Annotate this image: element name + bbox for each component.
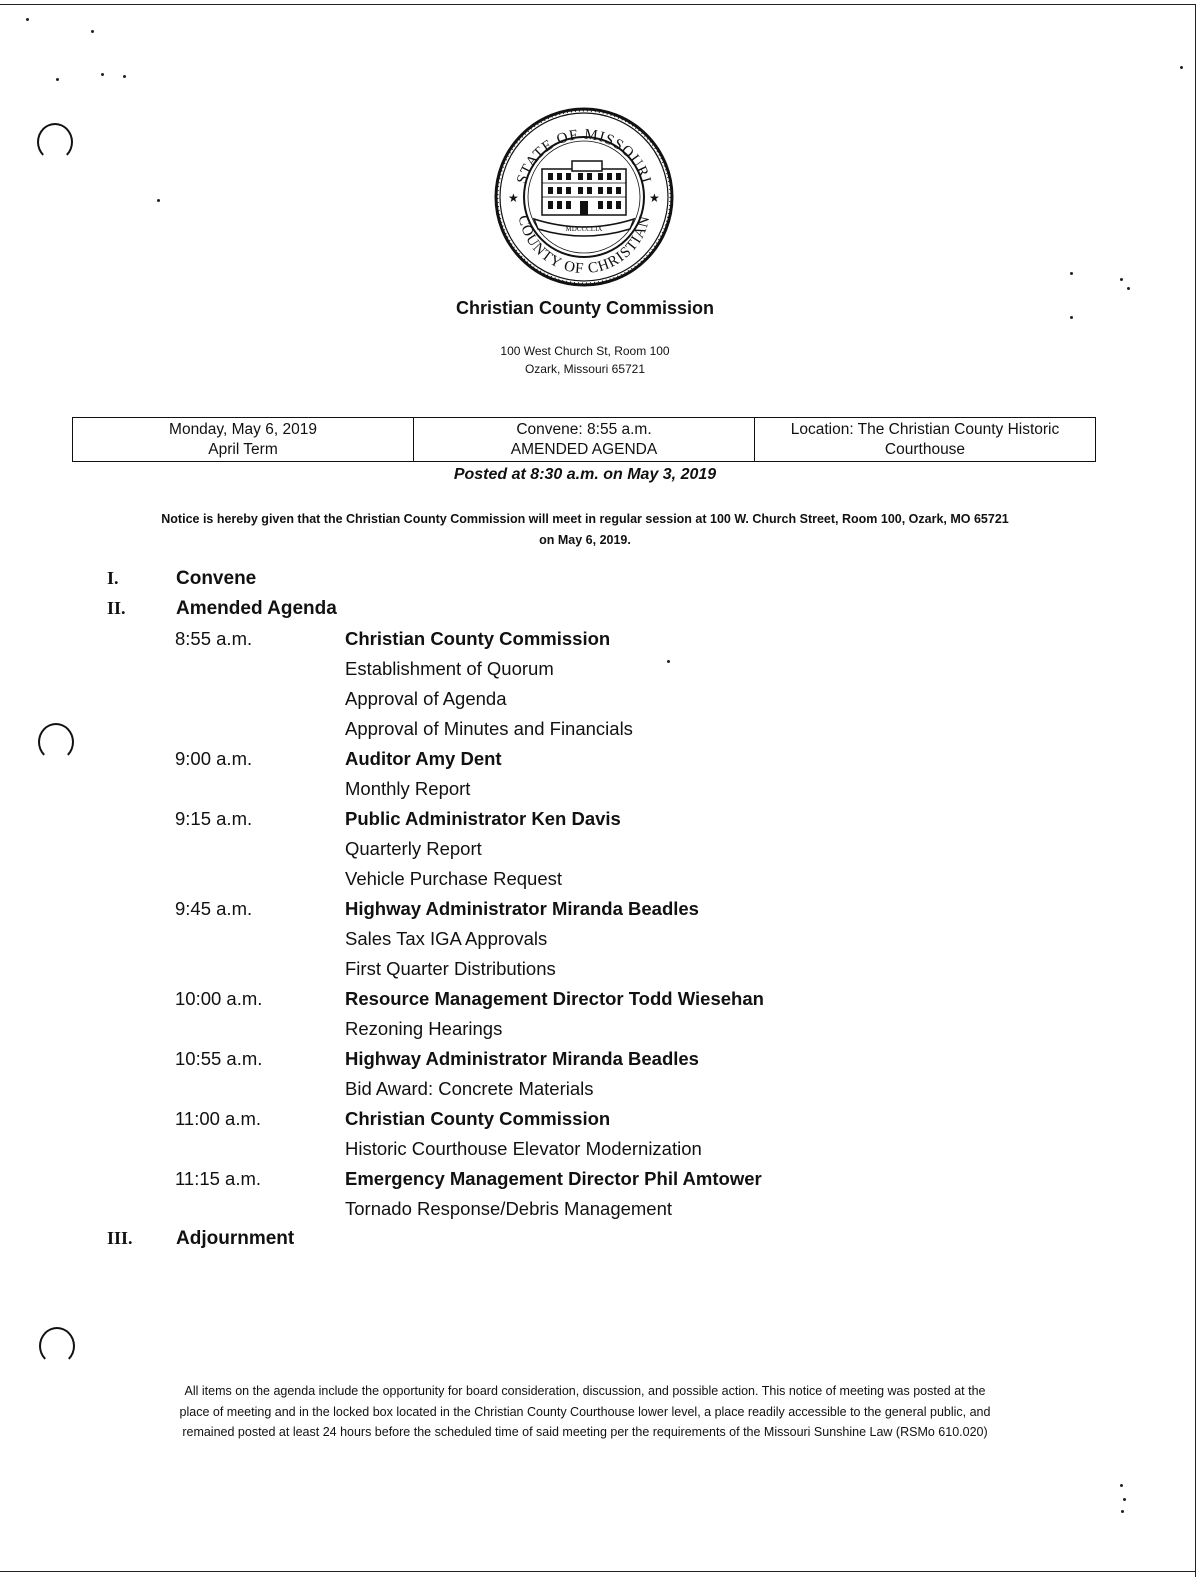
agenda-presenter: Highway Administrator Miranda Beadles — [345, 1048, 699, 1069]
agenda-item: First Quarter Distributions — [345, 958, 556, 979]
agenda-item: Tornado Response/Debris Management — [345, 1198, 673, 1219]
agenda-presenter: Emergency Management Director Phil Amtower — [345, 1168, 762, 1189]
agenda-presenter: Public Administrator Ken Davis — [345, 808, 621, 829]
scan-speck — [26, 18, 29, 21]
page-border-top — [0, 4, 1196, 5]
convene-time: Convene: 8:55 a.m. — [516, 421, 652, 438]
punch-hole-middle — [38, 723, 74, 761]
footer-line-1: All items on the agenda include the opportunity for board consideration, discussion, and possible action. This notice of meeting was posted at the — [184, 1384, 986, 1398]
footer-disclaimer — [68, 1381, 1102, 1443]
scan-speck — [1070, 272, 1073, 275]
notice-line-2: on May 6, 2019. — [539, 533, 631, 547]
location-cell — [755, 418, 1096, 462]
scan-speck — [667, 660, 670, 663]
address-line-2: Ozark, Missouri 65721 — [524, 362, 646, 376]
meeting-notice — [60, 509, 1110, 551]
seal-bottom-text: COUNTY OF CHRISTIAN — [514, 213, 654, 278]
agenda-item: Approval of Agenda — [345, 688, 507, 709]
agenda-item: Rezoning Hearings — [345, 1018, 503, 1039]
section-label: Convene — [176, 568, 257, 589]
section-numeral: III. — [107, 1228, 133, 1248]
section-label: Adjournment — [176, 1228, 295, 1249]
punch-hole-top — [37, 123, 73, 161]
section-label: Amended Agenda — [176, 598, 337, 619]
agenda-presenter: Highway Administrator Miranda Beadles — [345, 898, 699, 919]
address-line-1: 100 West Church St, Room 100 — [500, 344, 670, 358]
agenda-presenter: Christian County Commission — [345, 1108, 611, 1129]
agenda-time: 9:00 a.m. — [175, 748, 253, 769]
agenda-time: 11:00 a.m. — [175, 1108, 262, 1129]
agenda-item: Sales Tax IGA Approvals — [345, 928, 548, 949]
courthouse-building-icon — [542, 161, 626, 215]
location-line-1: Location: The Christian County Historic — [790, 421, 1060, 438]
scan-speck — [123, 75, 126, 78]
svg-text:★: ★ — [508, 191, 519, 205]
seal-ribbon-text: MDCCCLIX — [565, 225, 603, 233]
scan-speck — [91, 30, 94, 33]
meeting-date: Monday, May 6, 2019 — [169, 421, 317, 438]
footer-line-2: place of meeting and in the locked box located in the Christian County Courthouse lower level, a place readily accessible to the general public, and — [179, 1404, 991, 1419]
agenda-presenter: Resource Management Director Todd Wiesehan — [345, 988, 764, 1009]
agenda-time: 8:55 a.m. — [175, 628, 253, 649]
agenda-time: 10:55 a.m. — [175, 1048, 263, 1069]
scan-speck — [1123, 1498, 1126, 1501]
agenda-item: Establishment of Quorum — [345, 658, 554, 679]
scan-speck — [101, 73, 104, 76]
notice-line-1: Notice is hereby given that the Christian County Commission will meet in regular session at 100 W. Church Street, Room 100, Ozark, MO 65721 — [161, 512, 1009, 526]
punch-hole-bottom — [39, 1327, 75, 1365]
agenda-presenter: Christian County Commission — [345, 628, 611, 649]
scan-speck — [1121, 1510, 1124, 1513]
section-numeral: I. — [107, 568, 119, 588]
page-title: Christian County Commission — [455, 298, 715, 318]
agenda-presenter: Auditor Amy Dent — [345, 748, 502, 769]
svg-text:★: ★ — [649, 191, 660, 205]
agenda-item: Approval of Minutes and Financials — [345, 718, 633, 739]
page-border-right — [1195, 4, 1196, 1577]
location-line-2: Courthouse — [884, 441, 966, 458]
meeting-info-table — [72, 417, 1096, 462]
agenda-time: 10:00 a.m. — [175, 988, 263, 1009]
agenda-time: 9:45 a.m. — [175, 898, 253, 919]
scan-speck — [1180, 66, 1183, 69]
agenda-item: Bid Award: Concrete Materials — [345, 1078, 594, 1099]
agenda-type: AMENDED AGENDA — [510, 441, 658, 458]
agenda-item: Vehicle Purchase Request — [345, 868, 562, 889]
agenda-item: Quarterly Report — [345, 838, 482, 859]
scan-speck — [1120, 278, 1123, 281]
agenda-time: 9:15 a.m. — [175, 808, 253, 829]
date-cell — [73, 418, 414, 462]
section-numeral: II. — [107, 598, 126, 618]
agenda-item: Monthly Report — [345, 778, 471, 799]
scan-speck — [56, 78, 59, 81]
agenda-item: Historic Courthouse Elevator Modernization — [345, 1138, 702, 1159]
scan-speck — [1120, 1484, 1123, 1487]
posted-notice: Posted at 8:30 a.m. on May 3, 2019 — [453, 466, 717, 483]
scan-speck — [1127, 287, 1130, 290]
page-border-bottom — [0, 1571, 1196, 1572]
convene-cell — [414, 418, 755, 462]
scan-speck — [157, 199, 160, 202]
agenda-time: 11:15 a.m. — [175, 1168, 262, 1189]
footer-line-3: remained posted at least 24 hours before the scheduled time of said meeting per the requirements of the Missouri Sunshine Law (RSMo 610.020) — [182, 1425, 988, 1439]
seal-top-text: STATE OF MISSOURI — [514, 126, 654, 186]
meeting-term: April Term — [208, 441, 278, 458]
county-seal-icon — [494, 107, 674, 287]
